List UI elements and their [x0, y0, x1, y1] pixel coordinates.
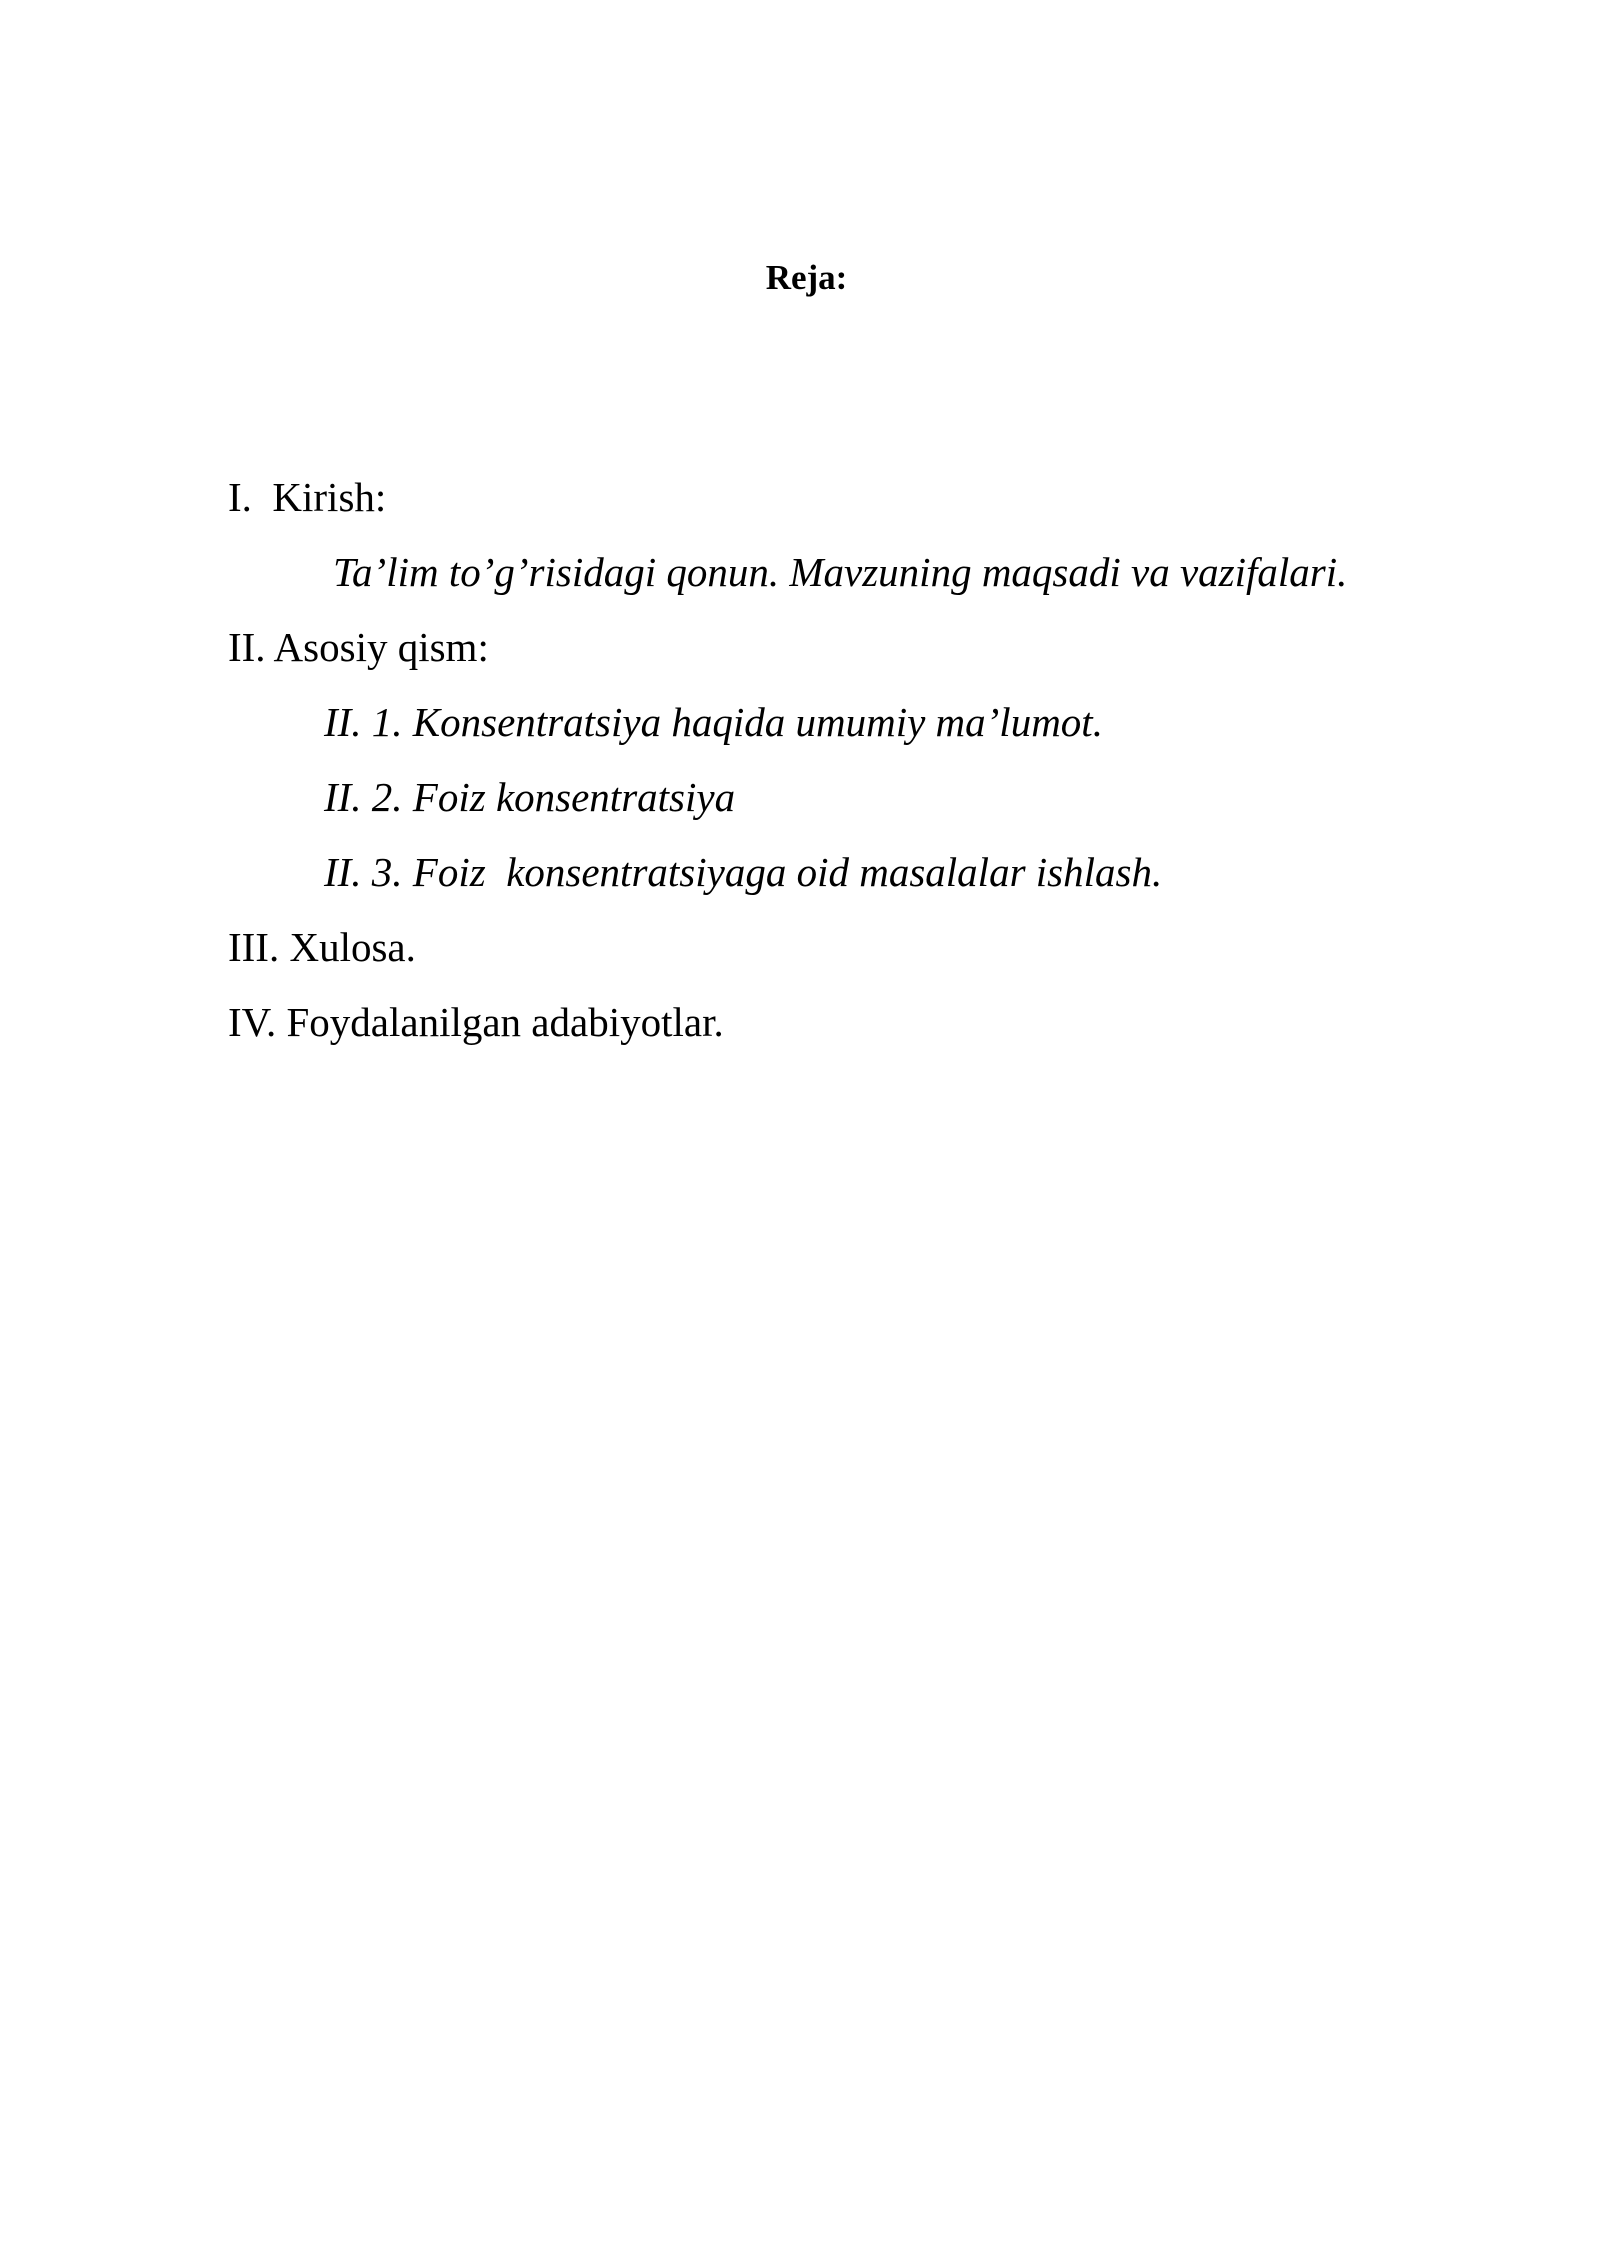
- plan-outline: [228, 460, 1488, 1060]
- outline-subitem-concentration-info: II. 1. Konsentratsiya haqida umumiy ma’lumot.: [324, 699, 1103, 745]
- outline-item-references: IV. Foydalanilgan adabiyotlar.: [228, 999, 724, 1045]
- outline-subitem-percent-concentration: II. 2. Foiz konsentratsiya: [324, 774, 736, 820]
- outline-subitem-problems: II. 3. Foiz konsentratsiyaga oid masalalar ishlash.: [324, 849, 1163, 895]
- page-title: Reja:: [765, 258, 848, 297]
- outline-item-conclusion: III. Xulosa.: [228, 924, 416, 970]
- outline-subitem-law: Ta’lim to’g’risidagi qonun. Mavzuning maqsadi va vazifalari.: [333, 549, 1348, 595]
- outline-item-main-part: II. Asosiy qism:: [228, 624, 489, 670]
- outline-item-introduction: I. Kirish:: [228, 474, 387, 520]
